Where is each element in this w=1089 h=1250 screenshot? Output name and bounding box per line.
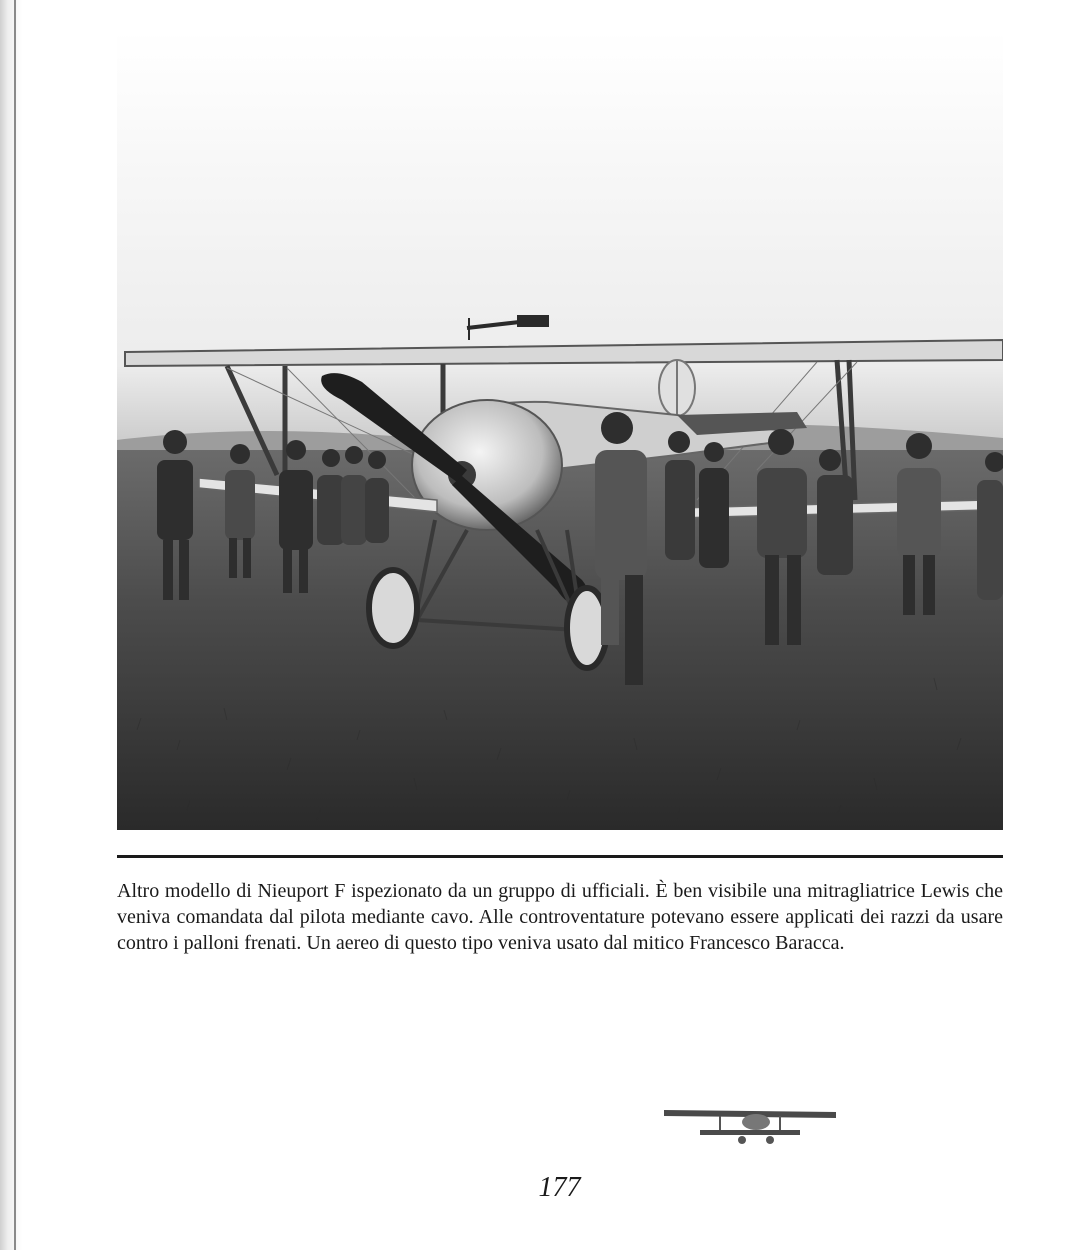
caption-divider xyxy=(117,855,1003,858)
book-spine-edge xyxy=(14,0,16,1250)
page-number: 177 xyxy=(538,1172,581,1203)
biplane-photograph xyxy=(117,30,1003,830)
biplane-vignette xyxy=(660,1100,840,1150)
book-spine-shadow xyxy=(0,0,22,1250)
photo-caption: Altro modello di Nieuport F ispezionato da un gruppo di ufficiali. È ben visibile una mitragliatrice Lewis che veniva comandata dal pilota mediante cavo. Alle controventature potevano essere applicati dei razzi da usare contro i palloni frenati. Un aereo di questo tipo veniva usato dal mitico Francesco Baracca. xyxy=(117,880,1003,954)
